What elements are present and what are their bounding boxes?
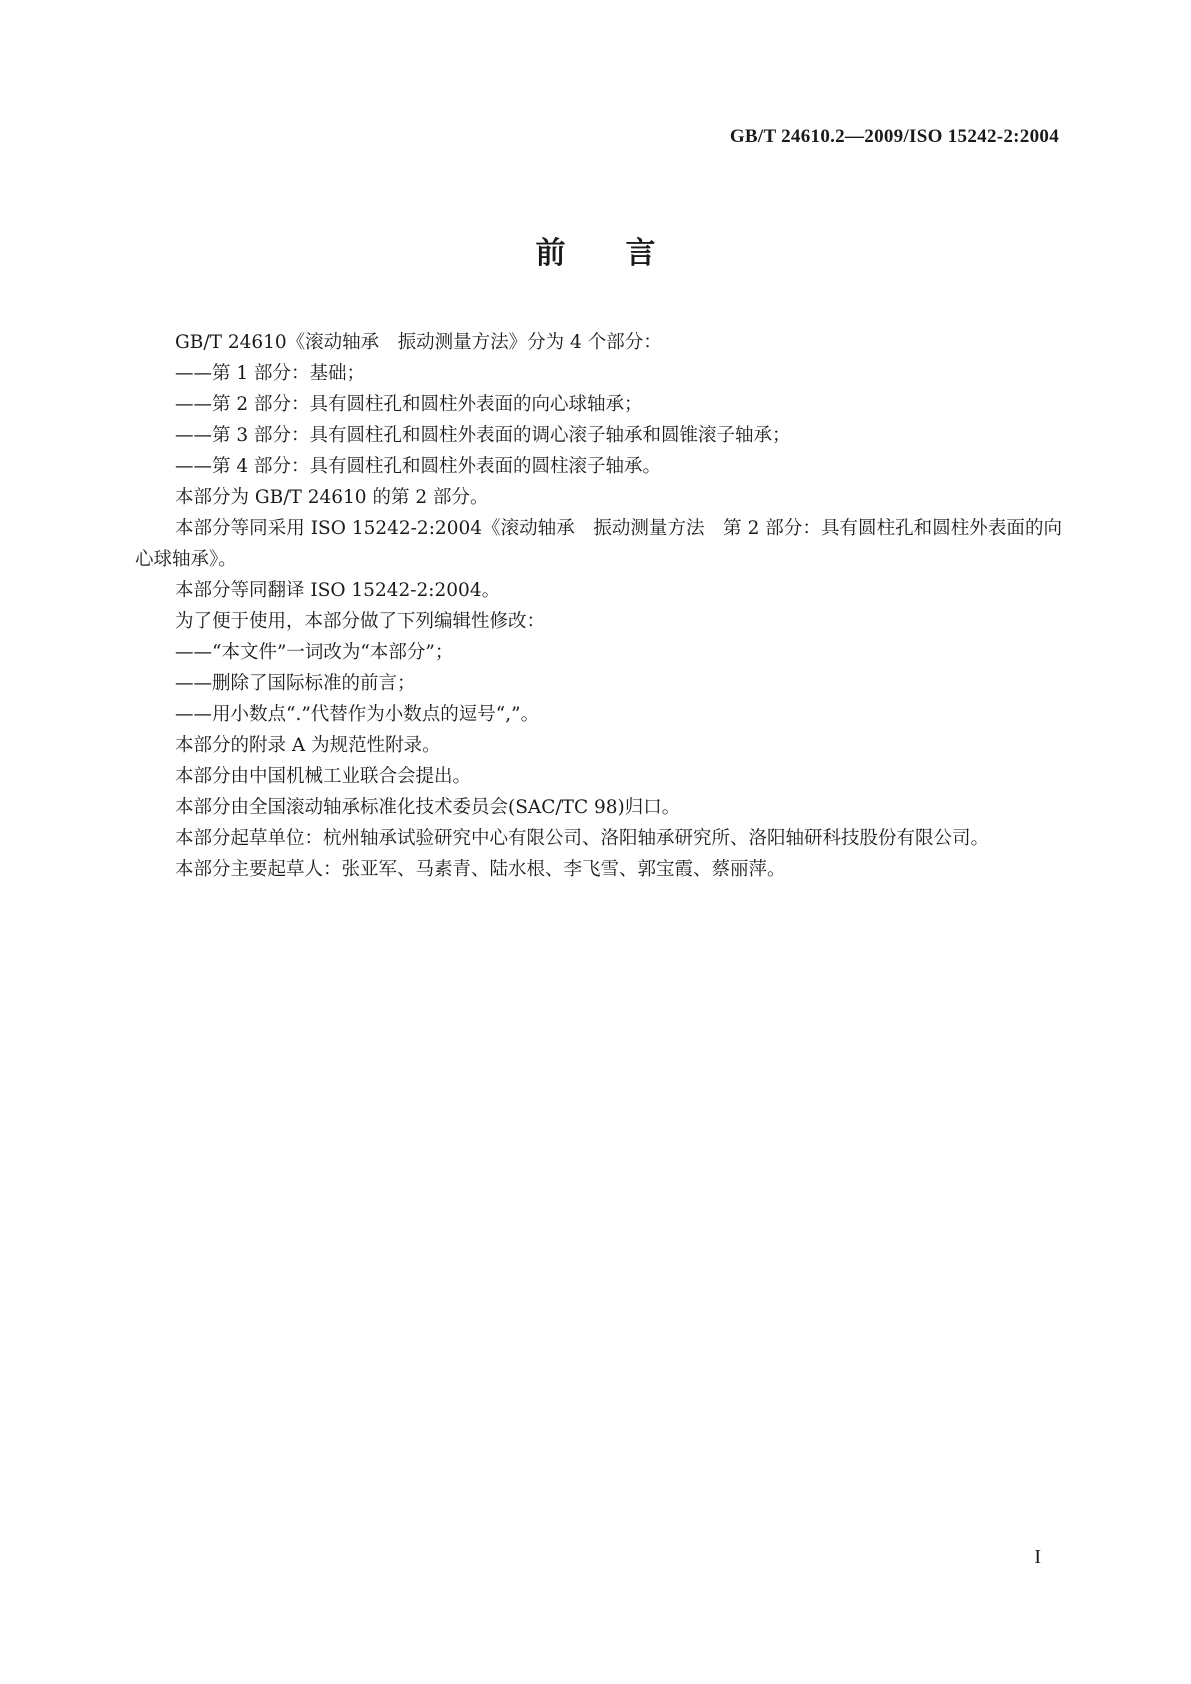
page-title: 前言 — [535, 236, 716, 271]
list-item-part-2: ——第 2 部分：具有圆柱孔和圆柱外表面的向心球轴承； — [175, 394, 643, 415]
paragraph-parts-overview: GB/T 24610《滚动轴承 振动测量方法》分为 4 个部分： — [175, 332, 662, 353]
list-item-part-3: ——第 3 部分：具有圆柱孔和圆柱外表面的调心滚子轴承和圆锥滚子轴承； — [175, 425, 791, 446]
paragraph-annex: 本部分的附录 A 为规范性附录。 — [175, 735, 441, 756]
list-item-change-3: ——用小数点“.”代替作为小数点的逗号“,”。 — [175, 704, 540, 725]
paragraph-proposer: 本部分由中国机械工业联合会提出。 — [175, 766, 472, 787]
standard-code-header: GB/T 24610.2—2009/ISO 15242-2:2004 — [729, 126, 1059, 147]
list-item-change-2: ——删除了国际标准的前言； — [175, 673, 416, 694]
list-item-part-1: ——第 1 部分：基础； — [175, 363, 366, 384]
paragraph-drafters: 本部分主要起草人：张亚军、马素青、陆水根、李飞雪、郭宝霞、蔡丽萍。 — [175, 859, 786, 880]
list-item-change-1: ——“本文件”一词改为“本部分”； — [175, 642, 454, 663]
foreword-body — [135, 327, 1062, 885]
paragraph-translation: 本部分等同翻译 ISO 15242-2:2004。 — [175, 580, 501, 601]
paragraph-part-statement: 本部分为 GB/T 24610 的第 2 部分。 — [175, 487, 489, 508]
paragraph-adoption: 本部分等同采用 ISO 15242-2:2004《滚动轴承 振动测量方法 第 2 部分：具有圆柱孔和圆柱外表面的向心球轴承》。 — [135, 518, 1062, 570]
paragraph-technical-committee: 本部分由全国滚动轴承标准化技术委员会(SAC/TC 98)归口。 — [175, 797, 681, 818]
list-item-part-4: ——第 4 部分：具有圆柱孔和圆柱外表面的圆柱滚子轴承。 — [175, 456, 662, 477]
paragraph-drafting-units: 本部分起草单位：杭州轴承试验研究中心有限公司、洛阳轴承研究所、洛阳轴研科技股份有限公司。 — [175, 828, 990, 849]
paragraph-editorial-changes: 为了便于使用，本部分做了下列编辑性修改： — [175, 611, 546, 632]
page-number: I — [1034, 1546, 1041, 1568]
